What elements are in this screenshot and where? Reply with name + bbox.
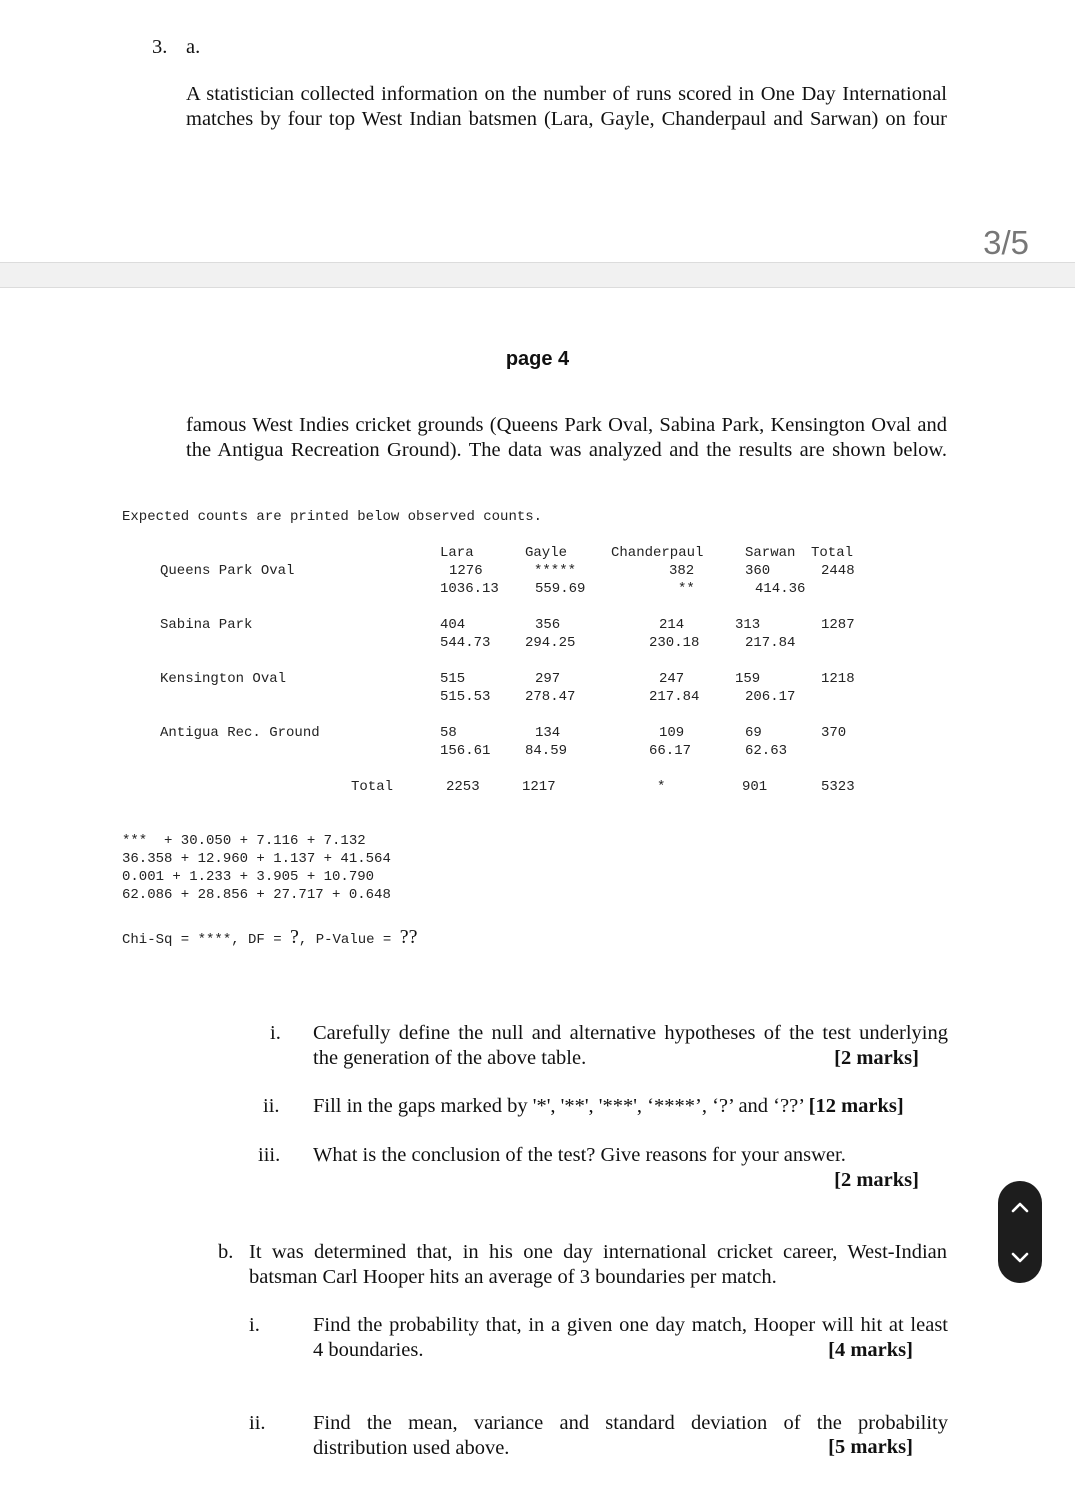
cell-observed: 515 <box>440 671 466 687</box>
subq-a-iii-number: iii. <box>258 1144 281 1166</box>
column-total: * <box>657 779 666 795</box>
question-number: 3. <box>152 36 168 58</box>
cell-observed: 382 <box>669 563 695 579</box>
subq-line: the generation of the above table. <box>313 1047 587 1069</box>
cell-expected: 84.59 <box>525 743 568 759</box>
cell-expected: 414.36 <box>755 581 806 597</box>
cell-observed: 360 <box>745 563 771 579</box>
pvalue-prefix: , P-Value = <box>298 932 400 948</box>
cell-expected: 230.18 <box>649 635 700 651</box>
chisq-summary <box>122 925 418 950</box>
chisq-line: 36.358 + 12.960 + 1.137 + 41.564 <box>122 851 391 867</box>
page-separator <box>0 262 1075 288</box>
subq-line: Find the mean, variance and standard deviation of the probability <box>313 1412 948 1434</box>
page-counter: 3/5 <box>983 224 1029 261</box>
cell-expected: 278.47 <box>525 689 576 705</box>
cell-observed: 69 <box>745 725 762 741</box>
subq-line: Carefully define the null and alternative hypotheses of the test underlying <box>313 1022 948 1044</box>
cell-observed: 58 <box>440 725 457 741</box>
chisq-line: 62.086 + 28.856 + 27.717 + 0.648 <box>122 887 391 903</box>
part-b-line: It was determined that, in his one day international cricket career, West-Indian <box>249 1241 947 1263</box>
header-total: Total <box>811 545 854 561</box>
part-b-line: batsman Carl Hooper hits an average of 3 boundaries per match. <box>249 1266 777 1288</box>
cell-expected: 62.63 <box>745 743 788 759</box>
chisq-line: 0.001 + 1.233 + 3.905 + 10.790 <box>122 869 375 885</box>
cell-observed: 214 <box>659 617 685 633</box>
subq-line: Fill in the gaps marked by '*', '**', '***', ‘****’, ‘?’ and ‘??’ <box>313 1095 804 1117</box>
part-a-label: a. <box>186 36 201 58</box>
chevron-up-icon <box>1011 1201 1029 1213</box>
cell-row-total: 1218 <box>821 671 855 687</box>
cell-expected: 217.84 <box>745 635 796 651</box>
continuation-line-2: the Antigua Recreation Ground). The data was analyzed and the results are shown below. <box>186 439 947 461</box>
page-navigation-control <box>998 1181 1042 1283</box>
previous-page-button[interactable] <box>998 1181 1042 1232</box>
part-b-text <box>249 1240 947 1290</box>
cell-expected: 66.17 <box>649 743 692 759</box>
intro-line-1: A statistician collected information on the number of runs scored in One Day International <box>186 83 947 105</box>
subq-line: distribution used above. <box>313 1437 510 1459</box>
subq-a-iii-text: What is the conclusion of the test? Give reasons for your answer. <box>313 1144 846 1166</box>
subq-line: 4 boundaries. <box>313 1339 424 1361</box>
row-label: Antigua Rec. Ground <box>160 725 320 741</box>
page-header: page 4 <box>505 348 570 370</box>
header-sarwan: Sarwan <box>745 545 796 561</box>
marks: [2 marks] <box>834 1047 919 1069</box>
marks: [2 marks] <box>834 1169 919 1191</box>
marks: [5 marks] <box>828 1436 913 1458</box>
chisq-line: *** + 30.050 + 7.116 + 7.132 <box>122 833 366 849</box>
subq-a-i-number: i. <box>270 1022 281 1044</box>
header-lara: Lara <box>440 545 474 561</box>
chevron-down-icon <box>1011 1252 1029 1264</box>
row-label: Kensington Oval <box>160 671 287 687</box>
column-total: 1217 <box>522 779 556 795</box>
question-intro <box>186 82 947 132</box>
subq-line: Find the probability that, in a given one day match, Hooper will hit at least <box>313 1314 948 1336</box>
cell-observed: ***** <box>534 563 577 579</box>
grand-total: 5323 <box>821 779 855 795</box>
chisq-prefix: Chi-Sq = ****, DF = <box>122 932 291 948</box>
cell-expected: 206.17 <box>745 689 796 705</box>
cell-observed: 109 <box>659 725 685 741</box>
part-b-label: b. <box>218 1241 234 1263</box>
row-label: Queens Park Oval <box>160 563 295 579</box>
subq-a-ii-number: ii. <box>263 1095 280 1117</box>
subq-b-i-number: i. <box>249 1314 260 1336</box>
cell-expected: 515.53 <box>440 689 491 705</box>
column-total: 2253 <box>446 779 480 795</box>
header-chanderpaul: Chanderpaul <box>611 545 704 561</box>
output-caption: Expected counts are printed below observed counts. <box>122 509 543 525</box>
cell-expected: ** <box>678 581 695 597</box>
cell-row-total: 370 <box>821 725 847 741</box>
subq-a-ii-text <box>313 1094 904 1119</box>
cell-row-total: 1287 <box>821 617 855 633</box>
cell-observed: 134 <box>535 725 561 741</box>
cell-expected: 544.73 <box>440 635 491 651</box>
marks: [12 marks] <box>808 1095 904 1117</box>
cell-observed: 297 <box>535 671 561 687</box>
df-value: ? <box>290 926 299 948</box>
cell-expected: 156.61 <box>440 743 491 759</box>
continuation-line-1: famous West Indies cricket grounds (Queens Park Oval, Sabina Park, Kensington Oval and <box>186 414 947 436</box>
cell-row-total: 2448 <box>821 563 855 579</box>
pvalue-value: ?? <box>399 926 418 948</box>
marks: [4 marks] <box>828 1339 913 1361</box>
cell-expected: 559.69 <box>535 581 586 597</box>
question-continuation <box>186 413 947 463</box>
column-total: 901 <box>742 779 768 795</box>
cell-observed: 313 <box>735 617 761 633</box>
row-label: Sabina Park <box>160 617 253 633</box>
cell-observed: 1276 <box>449 563 483 579</box>
intro-line-2: matches by four top West Indian batsmen (Lara, Gayle, Chanderpaul and Sarwan) on four <box>186 108 947 130</box>
cell-observed: 356 <box>535 617 561 633</box>
cell-observed: 404 <box>440 617 466 633</box>
next-page-button[interactable] <box>998 1232 1042 1283</box>
total-row-label: Total <box>351 779 394 795</box>
cell-expected: 217.84 <box>649 689 700 705</box>
cell-observed: 247 <box>659 671 685 687</box>
cell-expected: 1036.13 <box>440 581 499 597</box>
subq-b-ii-number: ii. <box>249 1412 266 1434</box>
header-gayle: Gayle <box>525 545 568 561</box>
cell-expected: 294.25 <box>525 635 576 651</box>
chisq-contributions <box>122 832 391 904</box>
cell-observed: 159 <box>735 671 761 687</box>
